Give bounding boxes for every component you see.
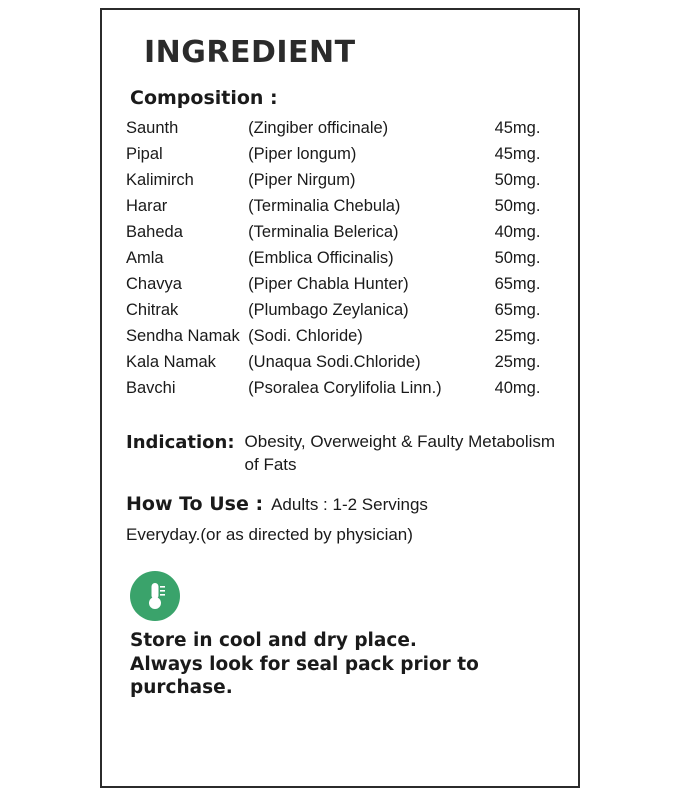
ingredient-latin: (Piper Nirgum) [248,170,356,189]
ingredient-qty: 25mg. [494,352,541,371]
ingredient-name: Chavya [126,274,182,293]
table-row [126,297,574,323]
table-row [126,271,574,297]
ingredient-latin: (Sodi. Chloride) [248,326,363,345]
table-row [126,349,574,375]
table-row [126,245,574,271]
ingredient-latin: (Psoralea Corylifolia Linn.) [248,378,442,397]
ingredient-name: Saunth [126,118,179,137]
table-row [126,167,574,193]
ingredient-name: Kala Namak [126,352,216,371]
ingredient-latin: (Piper Chabla Hunter) [248,274,409,293]
ingredient-qty: 50mg. [494,196,541,215]
usage-note: Everyday.(or as directed by physician) [126,524,413,544]
title-underline [144,70,314,73]
ingredient-latin: (Terminalia Belerica) [248,222,399,241]
ingredient-qty: 40mg. [494,378,541,397]
thermometer-icon [130,571,180,621]
storage-line-2: Always look for seal pack prior to purchase. [130,653,479,699]
ingredient-latin: (Piper longum) [248,144,357,163]
page-title: INGREDIENT [144,35,356,70]
composition-table [126,115,574,401]
ingredient-latin: (Zingiber officinale) [248,118,389,137]
storage-line-1: Store in cool and dry place. [130,629,417,651]
composition-heading: Composition : [130,87,278,109]
ingredient-name: Baheda [126,222,183,241]
ingredient-qty: 50mg. [494,170,541,189]
ingredient-name: Chitrak [126,300,179,319]
indication-text: Obesity, Overweight & Faulty Metabolism of Fats [244,432,556,474]
composition-table-body [126,115,574,401]
table-row [126,193,574,219]
usage-label: How To Use : [126,492,264,515]
ingredient-latin: (Terminalia Chebula) [248,196,401,215]
ingredient-qty: 65mg. [494,300,541,319]
ingredient-name: Bavchi [126,378,176,397]
usage-block [126,493,564,545]
ingredient-name: Kalimirch [126,170,194,189]
ingredient-qty: 45mg. [494,144,541,163]
ingredient-qty: 65mg. [494,274,541,293]
ingredient-name: Harar [126,196,168,215]
ingredient-qty: 40mg. [494,222,541,241]
storage-block [130,571,564,700]
ingredient-name: Sendha Namak [126,326,240,345]
ingredient-name: Pipal [126,144,163,163]
ingredient-qty: 25mg. [494,326,541,345]
usage-line-primary [126,493,564,515]
ingredient-label-card [100,8,580,788]
table-row [126,219,574,245]
usage-text: Adults : 1-2 Servings [271,494,428,514]
ingredient-qty: 45mg. [494,118,541,137]
table-row [126,115,574,141]
ingredient-name: Amla [126,248,164,267]
ingredient-qty: 50mg. [494,248,541,267]
indication-block [126,431,564,477]
ingredient-latin: (Emblica Officinalis) [248,248,394,267]
table-row [126,323,574,349]
table-row [126,141,574,167]
table-row [126,375,574,401]
ingredient-latin: (Unaqua Sodi.Chloride) [248,352,421,371]
indication-label: Indication: [126,432,235,453]
ingredient-latin: (Plumbago Zeylanica) [248,300,409,319]
